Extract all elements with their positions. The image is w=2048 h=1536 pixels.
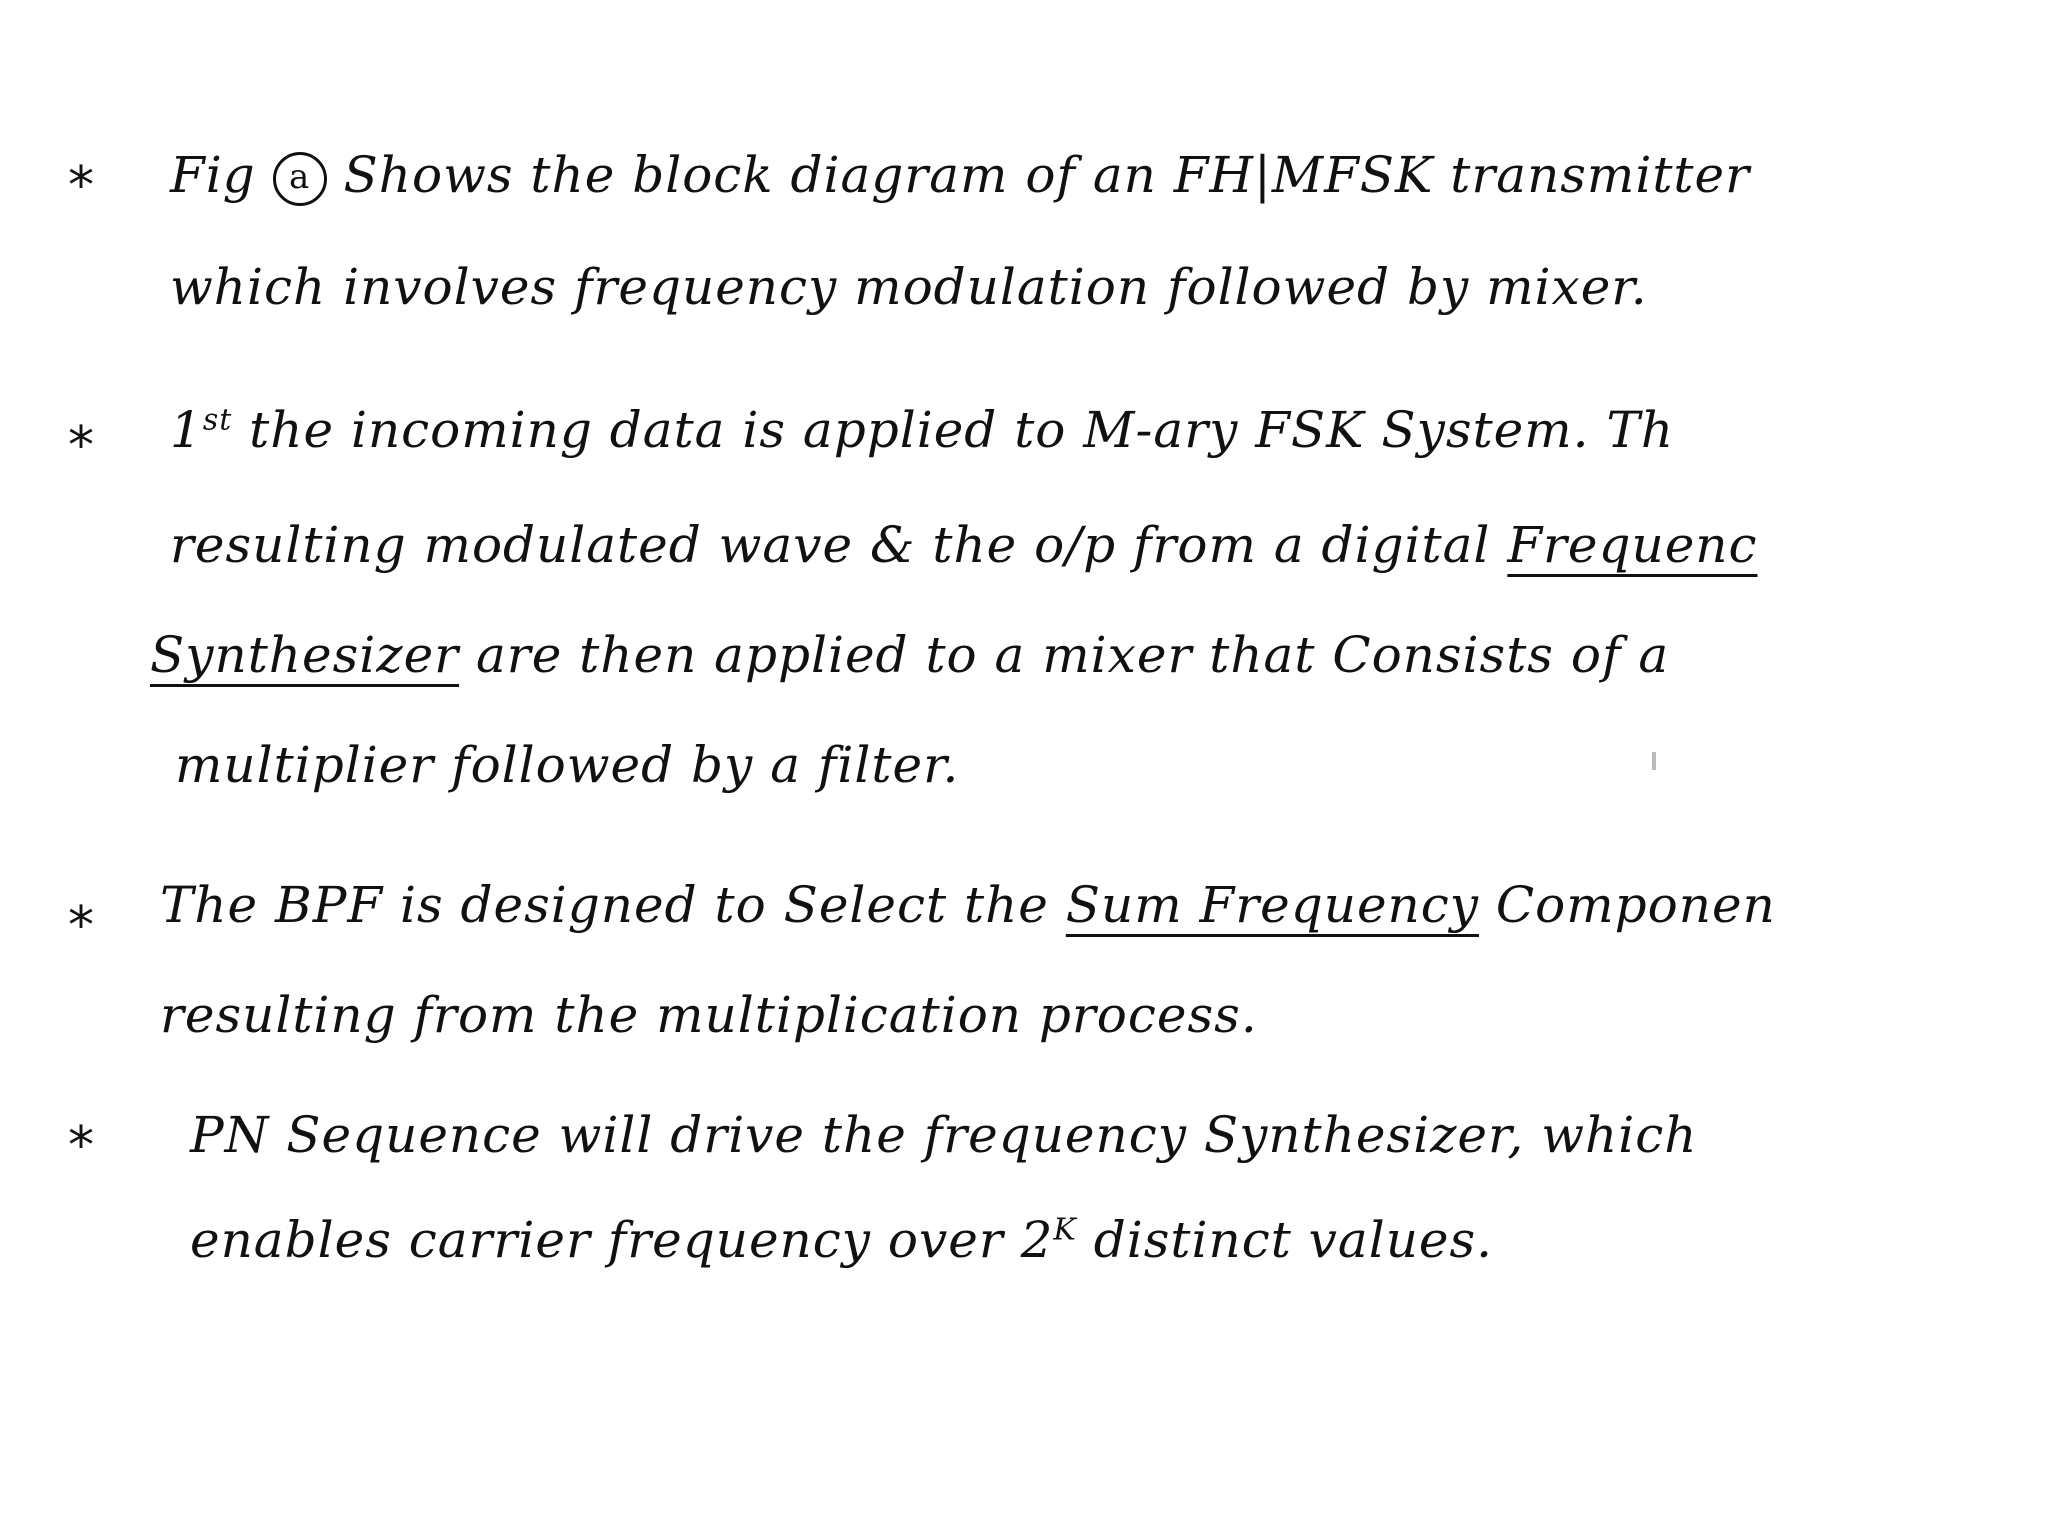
bullet-1: *	[68, 156, 94, 216]
p3-underlined-sum-frequency: Sum Frequency	[1065, 876, 1479, 934]
bullet-2: *	[68, 416, 94, 476]
circled-a-mark: a	[273, 152, 327, 206]
p4-line-2	[190, 1211, 1494, 1269]
p2-ordinal-suffix: st	[202, 402, 233, 438]
p4-line-2-end: distinct values.	[1093, 1211, 1494, 1269]
p3-line-1	[160, 876, 1776, 934]
p2-line-3	[150, 626, 1670, 684]
bullet-3: *	[68, 896, 94, 956]
p3-line-2: resulting from the multiplication process.	[160, 986, 1258, 1044]
p2-line-4: multiplier followed by a filter.	[175, 736, 960, 794]
p2-underlined-synthesizer: Synthesizer	[150, 626, 460, 684]
p1-fig-label: Fig	[170, 146, 256, 204]
p4-line-2-text: enables carrier frequency over 2	[190, 1211, 1054, 1269]
p4-exponent: K	[1053, 1212, 1077, 1248]
p2-line-3-text: are then applied to a mixer that Consists of a	[475, 626, 1670, 684]
p2-line-2-text: resulting modulated wave & the o/p from a digital	[170, 516, 1491, 574]
p1-line-1-text: Shows the block diagram of an FH|MFSK transmitter	[343, 146, 1751, 204]
p1-line-2: which involves frequency modulation followed by mixer.	[170, 258, 1648, 316]
p2-line-1	[170, 401, 1675, 459]
bullet-4: *	[68, 1116, 94, 1176]
p2-ordinal-number: 1	[170, 401, 203, 459]
p2-line-2	[170, 516, 1758, 574]
p1-line-1	[170, 146, 1751, 206]
p3-line-1-text: The BPF is designed to Select the	[160, 876, 1049, 934]
stray-mark	[1652, 752, 1656, 770]
p4-line-1: PN Sequence will drive the frequency Synthesizer, which	[190, 1106, 1698, 1164]
p2-underlined-frequency: Frequenc	[1507, 516, 1758, 574]
p2-line-1-text: the incoming data is applied to M-ary FSK System. Th	[249, 401, 1675, 459]
p3-line-1-end: Componen	[1495, 876, 1776, 934]
